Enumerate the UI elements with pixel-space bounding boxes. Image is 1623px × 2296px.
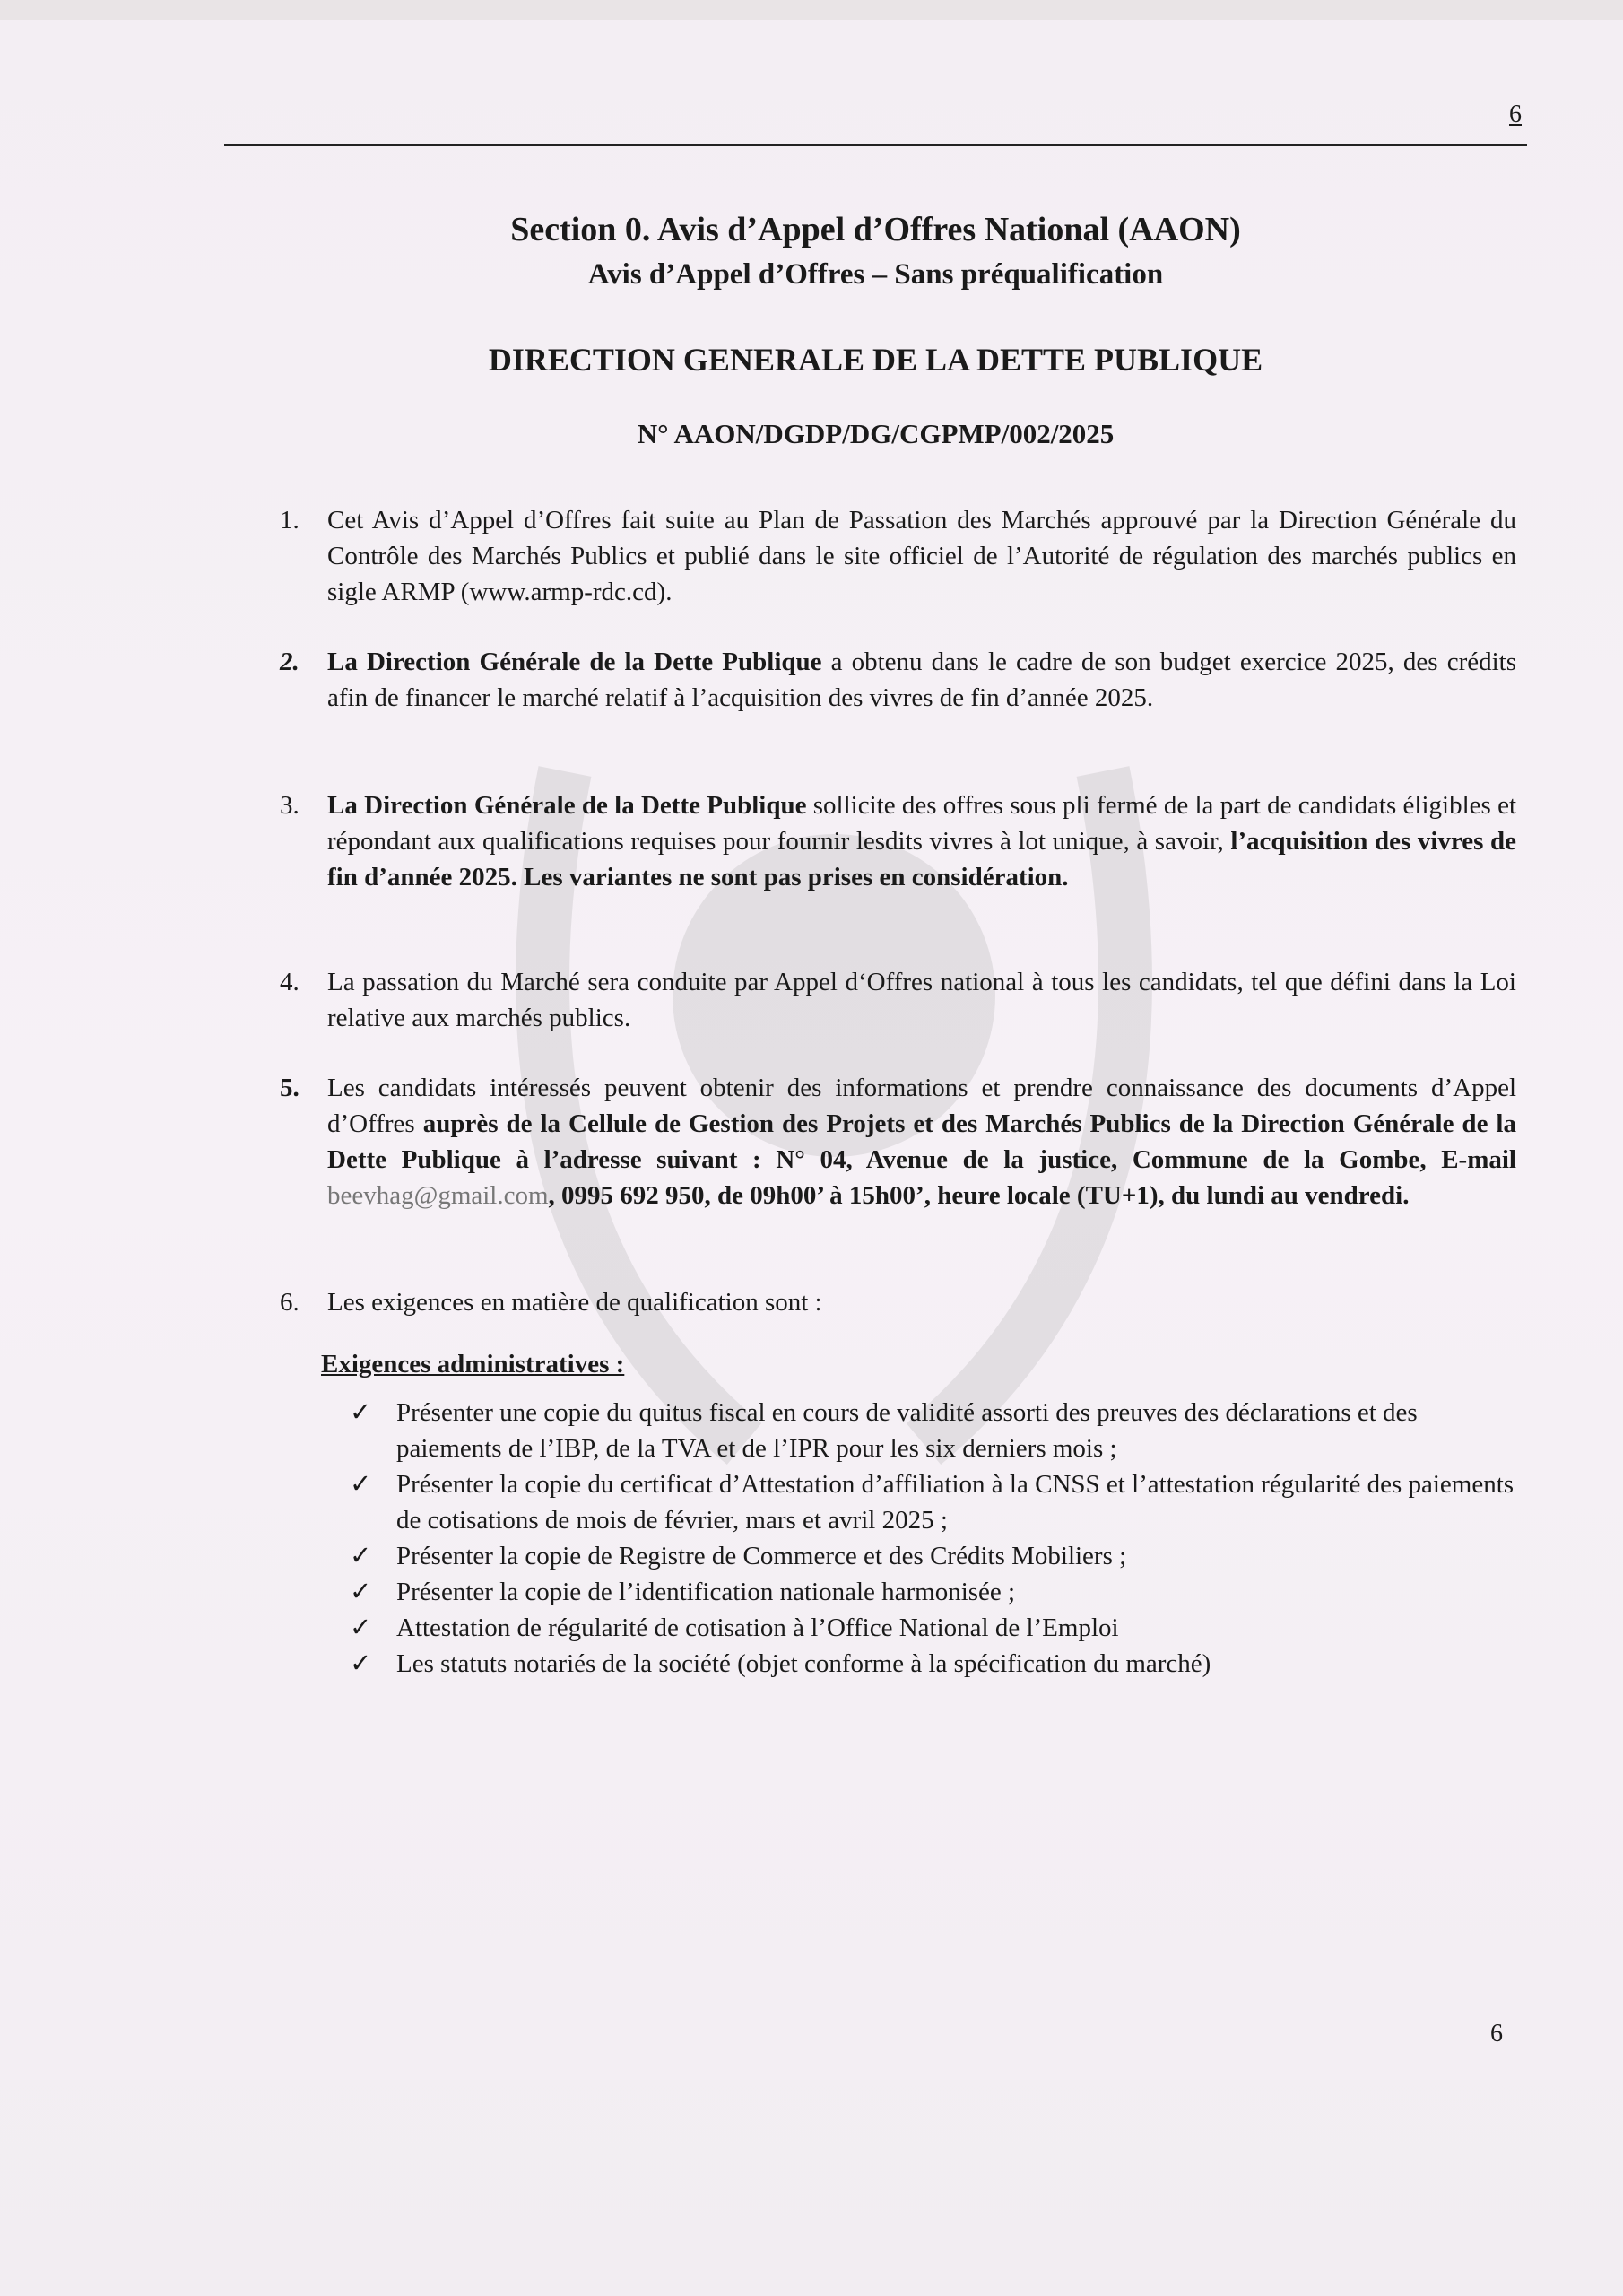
paragraph-number: 4. bbox=[280, 968, 299, 996]
requirements-list bbox=[350, 1395, 1515, 1682]
paragraph-1 bbox=[327, 502, 1516, 610]
list-item bbox=[350, 1646, 1515, 1682]
check-icon: ✓ bbox=[350, 1578, 372, 1606]
list-item bbox=[350, 1538, 1515, 1574]
list-item bbox=[350, 1466, 1515, 1538]
email-link[interactable]: beevhag@gmail.com bbox=[327, 1181, 549, 1210]
reference-number: N° AAON/DGDP/DG/CGPMP/002/2025 bbox=[637, 418, 1115, 449]
header-rule bbox=[224, 144, 1527, 146]
paragraph-number: 1. bbox=[280, 506, 299, 535]
paragraph-text: a obtenu dans le cadre de son budget exercice 2025, des crédits afin de financer le marché relatif à l’acquisition des vivres de fin d’année 2025. bbox=[327, 648, 1516, 712]
list-item bbox=[350, 1395, 1515, 1466]
page-number-bottom: 6 bbox=[1490, 2020, 1503, 2048]
list-item-text: Présenter la copie du certificat d’Attestation d’affiliation à la CNSS et l’attestation régularité des paiements de cotisations de mois de février, mars et avril 2025 ; bbox=[396, 1470, 1515, 1535]
paragraph-number: 2. bbox=[280, 648, 299, 676]
list-item-text: Présenter la copie de Registre de Commerce et des Crédits Mobiliers ; bbox=[396, 1542, 1127, 1570]
paragraph-2 bbox=[327, 644, 1516, 716]
paragraph-text: Les candidats intéressés peuvent obtenir des informations et prendre connaissance des documents d’Appel d’Offres bbox=[327, 1074, 1516, 1138]
paragraph-3 bbox=[327, 787, 1516, 895]
list-item-text: Présenter une copie du quitus fiscal en cours de validité assorti des preuves des déclarations et des paiements de l’IBP, de la TVA et de l’IPR pour les six derniers mois ; bbox=[396, 1398, 1418, 1463]
check-icon: ✓ bbox=[350, 1542, 372, 1570]
paragraph-bold: La Direction Générale de la Dette Publique bbox=[327, 791, 807, 820]
scan-edge bbox=[0, 0, 1623, 20]
paragraph-text: La passation du Marché sera conduite par Appel d‘Offres national à tous les candidats, tel que défini dans la Loi relative aux marchés publics. bbox=[327, 968, 1516, 1032]
section-title: Section 0. Avis d’Appel d’Offres National (AAON) bbox=[510, 211, 1241, 248]
paragraph-text: Les exigences en matière de qualification sont : bbox=[327, 1288, 822, 1317]
paragraph-4 bbox=[327, 964, 1516, 1036]
paragraph-bold: , 0995 692 950, de 09h00’ à 15h00’, heure locale (TU+1), du lundi au vendredi. bbox=[548, 1181, 1410, 1210]
paragraph-5 bbox=[327, 1070, 1516, 1213]
list-item-text: Les statuts notariés de la société (objet conforme à la spécification du marché) bbox=[396, 1649, 1211, 1678]
page-number-top: 6 bbox=[1509, 100, 1522, 128]
paragraph-number: 5. bbox=[280, 1074, 299, 1102]
section-subtitle: Avis d’Appel d’Offres – Sans préqualification bbox=[587, 258, 1164, 291]
paragraph-bold: auprès de la Cellule de Gestion des Projets et des Marchés Publics de la Direction Générale de la Dette Publique à l’adresse suivant : N° 04, Avenue de la justice, Commune de la Gombe, E-mail bbox=[327, 1109, 1516, 1174]
paragraph-text: sollicite des offres sous pli fermé de la part de candidats éligibles et répondant aux qualifications requises pour fournir lesdits vivres à lot unique, à savoir, bbox=[327, 791, 1516, 856]
paragraph-6 bbox=[327, 1284, 1516, 1320]
list-item-text: Attestation de régularité de cotisation à l’Office National de l’Emploi bbox=[396, 1613, 1119, 1642]
paragraph-number: 3. bbox=[280, 791, 299, 820]
paragraph-number: 6. bbox=[280, 1288, 299, 1317]
check-icon: ✓ bbox=[350, 1649, 372, 1678]
list-item bbox=[350, 1574, 1515, 1610]
paragraph-text: Cet Avis d’Appel d’Offres fait suite au Plan de Passation des Marchés approuvé par la Direction Générale du Contrôle des Marchés Publics et publié dans le site officiel de l’Autorité de régulation des marchés publics en sigle ARMP (www.armp-rdc.cd). bbox=[327, 506, 1516, 606]
paragraph-bold: La Direction Générale de la Dette Publique bbox=[327, 648, 822, 676]
list-item-text: Présenter la copie de l’identification nationale harmonisée ; bbox=[396, 1578, 1016, 1606]
check-icon: ✓ bbox=[350, 1398, 372, 1427]
paragraph-bold: l’acquisition des vivres de fin d’année 2025. Les variantes ne sont pas prises en considération. bbox=[327, 827, 1516, 891]
requirements-heading: Exigences administratives : bbox=[321, 1350, 625, 1378]
organization-title: DIRECTION GENERALE DE LA DETTE PUBLIQUE bbox=[488, 342, 1263, 378]
check-icon: ✓ bbox=[350, 1470, 372, 1499]
check-icon: ✓ bbox=[350, 1613, 372, 1642]
list-item bbox=[350, 1610, 1515, 1646]
